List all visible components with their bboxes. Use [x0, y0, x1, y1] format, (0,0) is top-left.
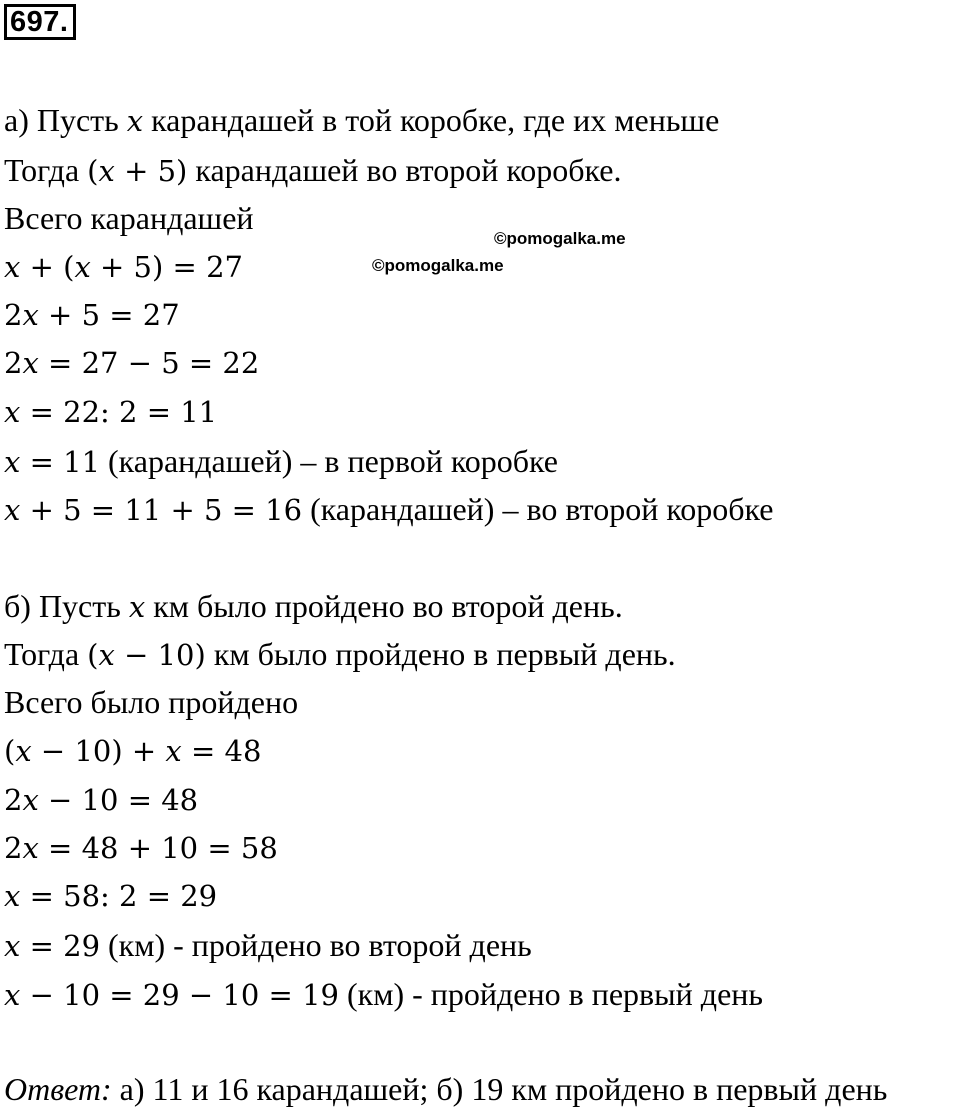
part-a-equation-4: x = 22: 2 = 11 — [4, 395, 218, 429]
part-a-equation-3: 2x = 27 − 5 = 22 — [4, 346, 260, 380]
answer-label: Ответ: — [4, 1071, 112, 1107]
part-b-equation-4: x = 58: 2 = 29 — [4, 879, 218, 913]
part-a-equation-1: x + (x + 5) = 27 — [4, 250, 243, 284]
part-b-equation-2: 2x − 10 = 48 — [4, 783, 199, 817]
part-b-equation-3: 2x = 48 + 10 = 58 — [4, 831, 278, 865]
part-b-line-1: б) Пусть x км было пройдено во второй день. — [4, 588, 623, 624]
part-b-line-3: Всего было пройдено — [4, 684, 299, 720]
part-a-result-2: x + 5 = 11 + 5 = 16 (карандашей) – во второй коробке — [4, 491, 774, 527]
part-a-equation-2: 2x + 5 = 27 — [4, 298, 180, 332]
problem-number: 697. — [4, 4, 76, 40]
part-b-result-2: x − 10 = 29 − 10 = 19 (км) - пройдено в первый день — [4, 976, 763, 1012]
watermark-2: ©pomogalka.me — [372, 256, 504, 275]
answer — [4, 1071, 887, 1107]
part-b-line-2: Тогда (x − 10) км было пройдено в первый день. — [4, 636, 676, 672]
part-a-line-2: Тогда (x + 5) карандашей во второй коробке. — [4, 152, 622, 188]
part-b-result-1: x = 29 (км) - пройдено во второй день — [4, 927, 532, 963]
part-a-line-3: Всего карандашей — [4, 200, 254, 236]
part-b-equation-1: (x − 10) + x = 48 — [4, 734, 262, 768]
watermark-1: ©pomogalka.me — [494, 229, 626, 248]
answer-text: а) 11 и 16 карандашей; б) 19 км пройдено в первый день — [111, 1071, 888, 1107]
part-a-result-1: x = 11 (карандашей) – в первой коробке — [4, 443, 558, 479]
part-a-line-1: а) Пусть x карандашей в той коробке, где их меньше — [4, 102, 720, 138]
